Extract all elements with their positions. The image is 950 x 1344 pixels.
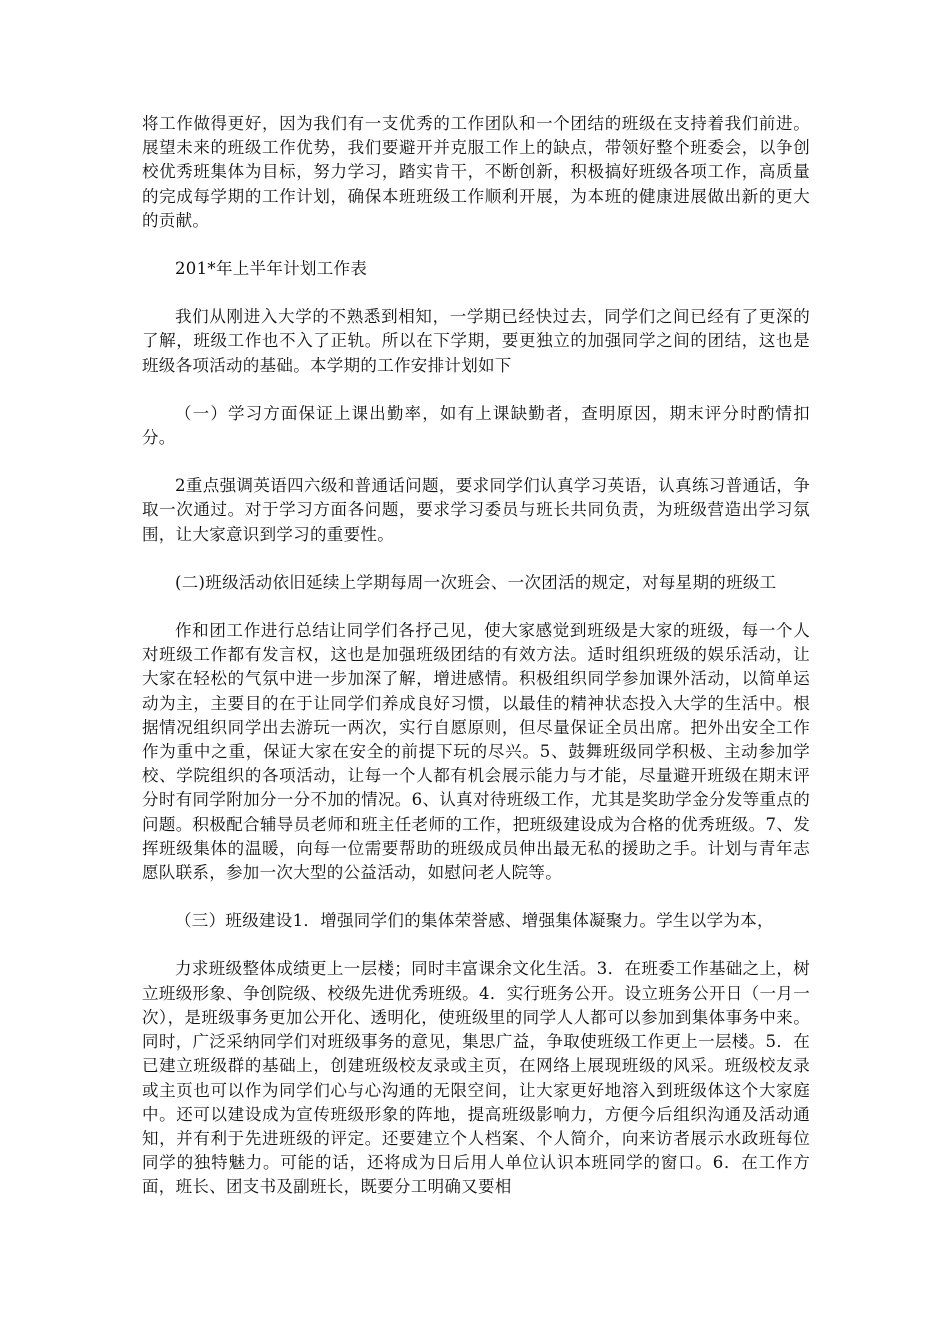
document-page <box>142 112 810 1200</box>
section-heading-plan-table: 201*年上半年计划工作表 <box>175 259 368 279</box>
paragraph-class-building-detail: 力求班级整体成绩更上一层楼；同时丰富课余文化生活。3．在班委工作基础之上，树立班级形象、争创院级、校级先进优秀班级。4．实行班务公开。设立班务公开日（一月一次），是班级事务更加公开化、透明化，使班级里的同学人人都可以参加到集体事务中来。同时，广泛采纳同学们对班级事务的意见，集思广益，争取使班级工作更上一层楼。5．在已建立班级群的基础上，创建班级校友录或主页，在网络上展现班级的风采。班级校友录或主页也可以作为同学们心与心沟通的无限空间，让大家更好地溶入到班级体这个大家庭中。还可以建设成为宣传班级形象的阵地，提高班级影响力，方便今后组织沟通及活动通知，并有利于先进班级的评定。还要建立个人档案、个人简介，向来访者展示水政班每位同学的独特魅力。可能的话，还将成为日后用人单位认识本班同学的窗口。6．在工作方面，班长、团支书及副班长，既要分工明确又要相 <box>142 959 810 1197</box>
paragraph-study-attendance: （一）学习方面保证上课出勤率，如有上课缺勤者，查明原因，期末评分时酌情扣分。 <box>142 403 810 448</box>
paragraph-class-building: （三）班级建设1．增强同学们的集体荣誉感、增强集体凝聚力。学生以学为本， <box>175 911 774 931</box>
paragraph-class-activities: (二)班级活动依旧延续上学期每周一次班会、一次团活的规定，对每星期的班级工 <box>175 572 777 592</box>
paragraph-activities-detail: 作和团工作进行总结让同学们各抒己见，使大家感觉到班级是大家的班级，每一个人对班级工作都有发言权，这也是加强班级团结的有效方法。适时组织班级的娱乐活动，让大家在轻松的气氛中进一步加深了解，增进感情。积极组织同学参加课外活动，以简单运动为主，主要目的在于让同学们养成良好习惯，以最佳的精神状态投入大学的生活中。根据情况组织同学出去游玩一两次，实行自愿原则，但尽量保证全员出席。把外出安全工作作为重中之重，保证大家在安全的前提下玩的尽兴。5、鼓舞班级同学积极、主动参加学校、学院组织的各项活动，让每一个人都有机会展示能力与才能，尽量避开班级在期末评分时有同学附加分一分不加的情况。6、认真对待班级工作，尤其是奖助学金分发等重点的问题。积极配合辅导员老师和班主任老师的工作，把班级建设成为合格的优秀班级。7、发挥班级集体的温暖，向每一位需要帮助的班级成员伸出最无私的援助之手。计划与青年志愿队联系，参加一次大型的公益活动，如慰问老人院等。 <box>142 621 810 883</box>
paragraph-intro-continuation: 将工作做得更好，因为我们有一支优秀的工作团队和一个团结的班级在支持着我们前进。展望未来的班级工作优势，我们要避开并克服工作上的缺点，带领好整个班委会，以争创校优秀班集体为目标，努力学习，踏实肯干，不断创新，积极搞好班级各项工作，高质量的完成每学期的工作计划，确保本班班级工作顺利开展，为本班的健康进展做出新的更大的贡献。 <box>142 114 810 230</box>
paragraph-semester-overview: 我们从刚进入大学的不熟悉到相知，一学期已经快过去，同学们之间已经有了更深的了解，班级工作也不入了正轨。所以在下学期，要更独立的加强同学之间的团结，这也是班级各项活动的基础。本学期的工作安排计划如下 <box>142 307 810 375</box>
paragraph-english-mandarin: 2重点强调英语四六级和普通话问题，要求同学们认真学习英语，认真练习普通话，争取一次通过。对于学习方面各问题，要求学习委员与班长共同负责，为班级营造出学习氛围，让大家意识到学习的重要性。 <box>142 476 810 544</box>
